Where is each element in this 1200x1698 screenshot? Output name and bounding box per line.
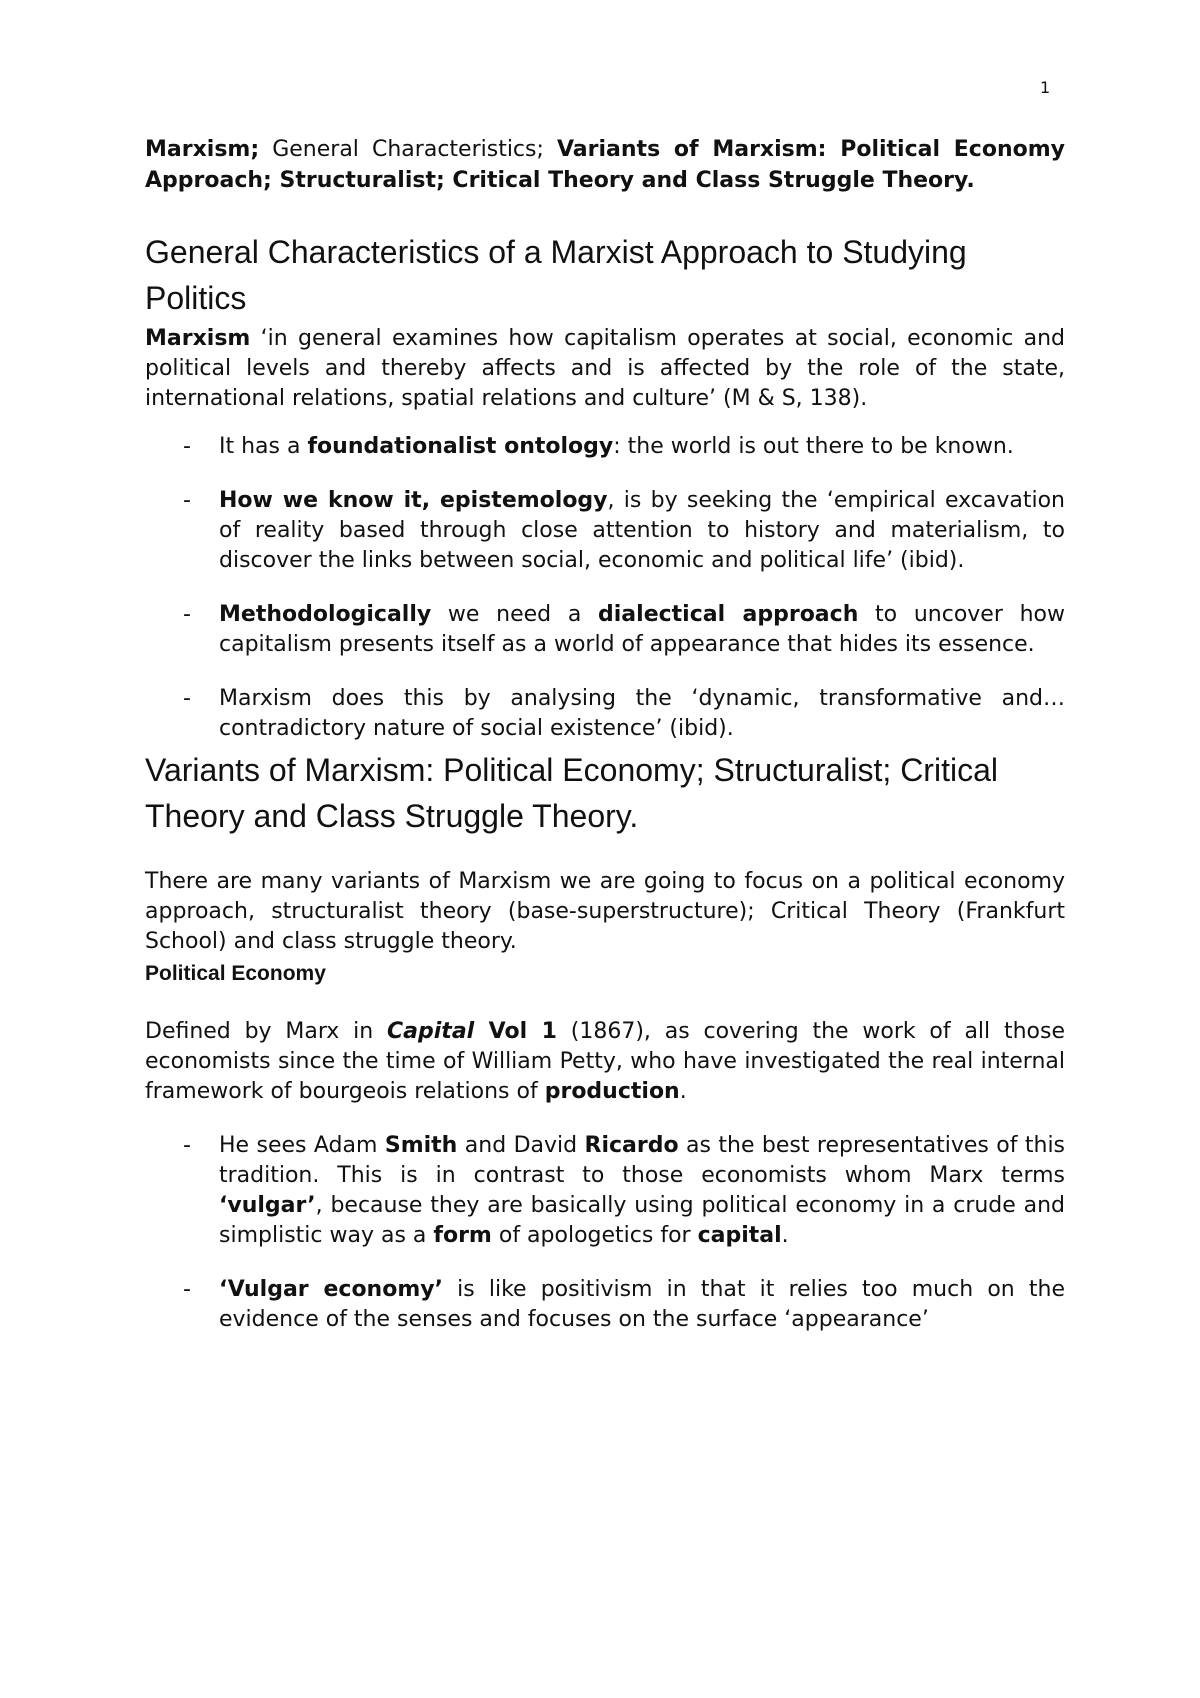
dash-marker: - — [183, 602, 191, 627]
political-economy-definition — [145, 1017, 1065, 1107]
section1-para-rest: ‘in general examines how capitalism operates at social, economic and political levels and thereby affects and is affected by the role of the state, international relations, spatial relations and culture’ (M & S, 138). — [145, 326, 1065, 411]
bullet-bold-text: Ricardo — [584, 1133, 679, 1158]
list-item — [145, 432, 1065, 462]
dash-marker: - — [183, 434, 191, 459]
bullet-text: , because they are basically using political economy in a crude and simplistic way as a — [219, 1193, 1065, 1248]
production-bold: production — [544, 1079, 680, 1104]
definition-text: Defined by Marx in — [145, 1019, 388, 1044]
definition-text: (1867), as covering the work of all those economists since the time of William Petty, who have investigated the real internal framework of bourgeois relations of — [145, 1019, 1065, 1104]
bullet-text: and David — [457, 1133, 585, 1158]
dash-marker: - — [183, 488, 191, 513]
bullet-bold-text: foundationalist ontology — [307, 434, 614, 459]
section1-heading: General Characteristics of a Marxist Approach to Studying Politics — [145, 234, 967, 316]
dash-marker: - — [183, 1277, 191, 1302]
bullet-bold-text: Smith — [384, 1133, 458, 1158]
section1-paragraph — [145, 324, 1065, 414]
political-economy-subheading: Political Economy — [145, 962, 326, 985]
bullet-text: Marxism does this by analysing the ‘dynamic, transformative and… contradictory nature of social existence’ (ibid). — [219, 686, 1065, 741]
bullet-bold-text: ‘vulgar’ — [219, 1193, 316, 1218]
bullet-text: He sees Adam — [219, 1133, 385, 1158]
dash-marker: - — [183, 686, 191, 711]
section2-paragraph: There are many variants of Marxism we are going to focus on a political economy approach, structuralist theory (base-superstructure); Critical Theory (Frankfurt School) and class struggle theory. — [145, 869, 1065, 954]
capital-title: Capital — [387, 1019, 475, 1044]
bullet-text: of apologetics for — [491, 1223, 698, 1248]
page-number: 1 — [1040, 78, 1051, 97]
list-item — [145, 600, 1065, 660]
bullet-text: : the world is out there to be known. — [613, 434, 1014, 459]
dash-marker: - — [183, 1133, 191, 1158]
content — [145, 134, 1065, 1335]
bullet-text: . — [781, 1223, 789, 1248]
section2-heading: Variants of Marxism: Political Economy; Structuralist; Critical Theory and Class Struggle Theory. — [145, 752, 998, 834]
definition-text: . — [679, 1079, 687, 1104]
bullet-text: It has a — [219, 434, 308, 459]
volume-label: Vol 1 — [474, 1019, 557, 1044]
bullet-text: we need a — [431, 602, 599, 627]
bullet-text: , is by seeking the ‘empirical excavation of reality based through close attention to history and materialism, to discover the links between social, economic and political life’ (ibid). — [219, 488, 1066, 573]
list-item — [145, 1275, 1065, 1335]
section1-para-bold: Marxism — [145, 326, 251, 351]
bullet-text: is like positivism in that it relies too much on the evidence of the senses and focuses on the surface ‘appearance’ — [219, 1277, 1065, 1332]
bullet-bold-text: How we know it, epistemology — [219, 488, 608, 513]
bullet-bold-text: ‘Vulgar economy’ — [219, 1277, 443, 1302]
bullet-text: to uncover how capitalism presents itself as a world of appearance that hides its essence. — [219, 602, 1065, 657]
intro-paragraph — [145, 134, 1065, 196]
list-item — [145, 684, 1065, 744]
list-item — [145, 486, 1065, 576]
section1-bullets — [145, 432, 1065, 744]
bullet-bold-text: form — [433, 1223, 492, 1248]
intro-bold-marxism: Marxism; — [145, 137, 260, 162]
bullet-bold-text: capital — [697, 1223, 782, 1248]
bullet-bold-text: dialectical approach — [598, 602, 859, 627]
list-item — [145, 1131, 1065, 1251]
intro-bold-variants: Variants of Marxism: Political Economy Approach; Structuralist; Critical Theory and Class Struggle Theory. — [145, 137, 1065, 193]
section2-bullets — [145, 1131, 1065, 1335]
intro-general-characteristics: General Characteristics; — [259, 137, 557, 162]
bullet-bold-text: Methodologically — [219, 602, 432, 627]
bullet-text: as the best representatives of this tradition. This is in contrast to those economists whom Marx terms — [219, 1133, 1066, 1188]
